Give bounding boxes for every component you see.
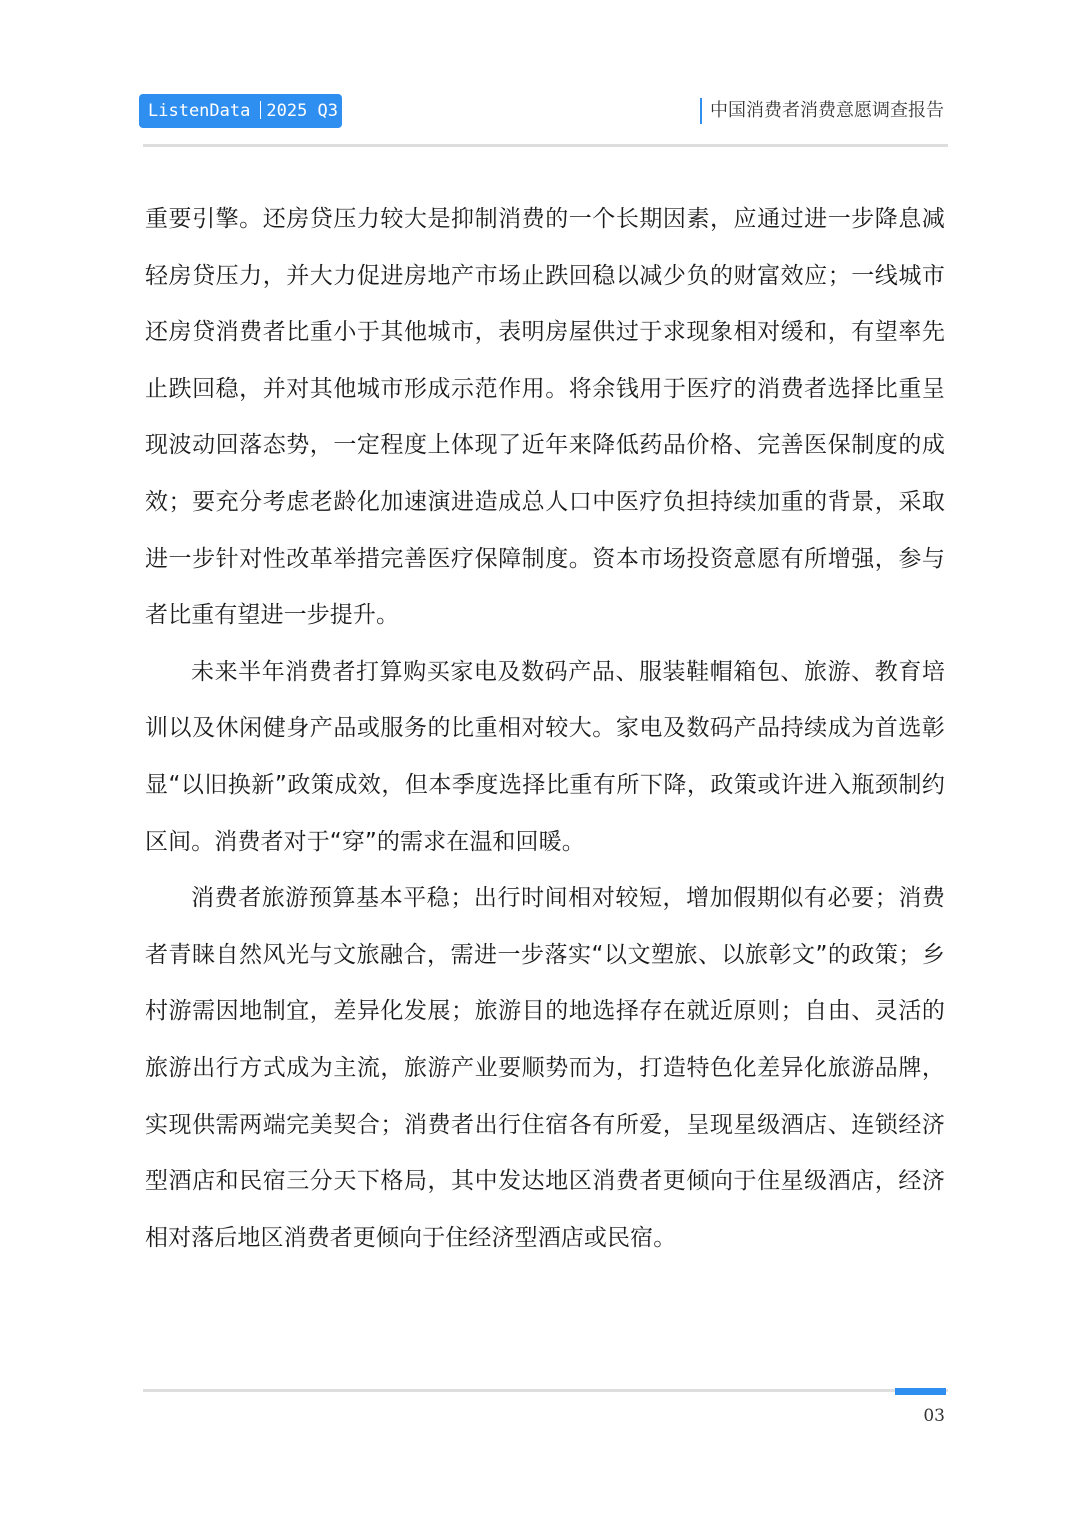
paragraph: 消费者旅游预算基本平稳；出行时间相对较短，增加假期似有必要；消费者青睐自然风光与文旅融合，需进一步落实“以文塑旅、以旅彰文”的政策；乡村游需因地制宜，差异化发展；旅游目的地选择存在就近原则；自由、灵活的旅游出行方式成为主流，旅游产业要顺势而为，打造特色化差异化旅游品牌，实现供需两端完美契合；消费者出行住宿各有所爱，呈现星级酒店、连锁经济型酒店和民宿三分天下格局，其中发达地区消费者更倾向于住星级酒店，经济相对落后地区消费者更倾向于住经济型酒店或民宿。	[145, 885, 945, 1251]
header-badge	[139, 94, 342, 128]
page-number: 03	[923, 1406, 945, 1426]
paragraph: 重要引擎。还房贷压力较大是抑制消费的一个长期因素，应通过进一步降息减轻房贷压力，并大力促进房地产市场止跌回稳以减少负的财富效应；一线城市还房贷消费者比重小于其他城市，表明房屋供过于求现象相对缓和，有望率先止跌回稳，并对其他城市形成示范作用。将余钱用于医疗的消费者选择比重呈现波动回落态势，一定程度上体现了近年来降低药品价格、完善医保制度的成效；要充分考虑老龄化加速演进造成总人口中医疗负担持续加重的背景，采取进一步针对性改革举措完善医疗保障制度。资本市场投资意愿有所增强，参与者比重有望进一步提升。	[145, 206, 945, 629]
footer-accent-bar	[895, 1388, 946, 1395]
body-text	[145, 191, 945, 1266]
footer-divider	[143, 1389, 948, 1392]
badge-divider	[260, 101, 261, 119]
header-divider	[143, 144, 948, 147]
paragraph: 未来半年消费者打算购买家电及数码产品、服装鞋帽箱包、旅游、教育培训以及休闲健身产品或服务的比重相对较大。家电及数码产品持续成为首选彰显“以旧换新”政策成效，但本季度选择比重有所下降，政策或许进入瓶颈制约区间。消费者对于“穿”的需求在温和回暖。	[145, 658, 945, 855]
report-title: 中国消费者消费意愿调查报告	[700, 98, 944, 124]
report-period: 2025 Q3	[266, 101, 339, 121]
brand-name: ListenData	[148, 101, 251, 121]
